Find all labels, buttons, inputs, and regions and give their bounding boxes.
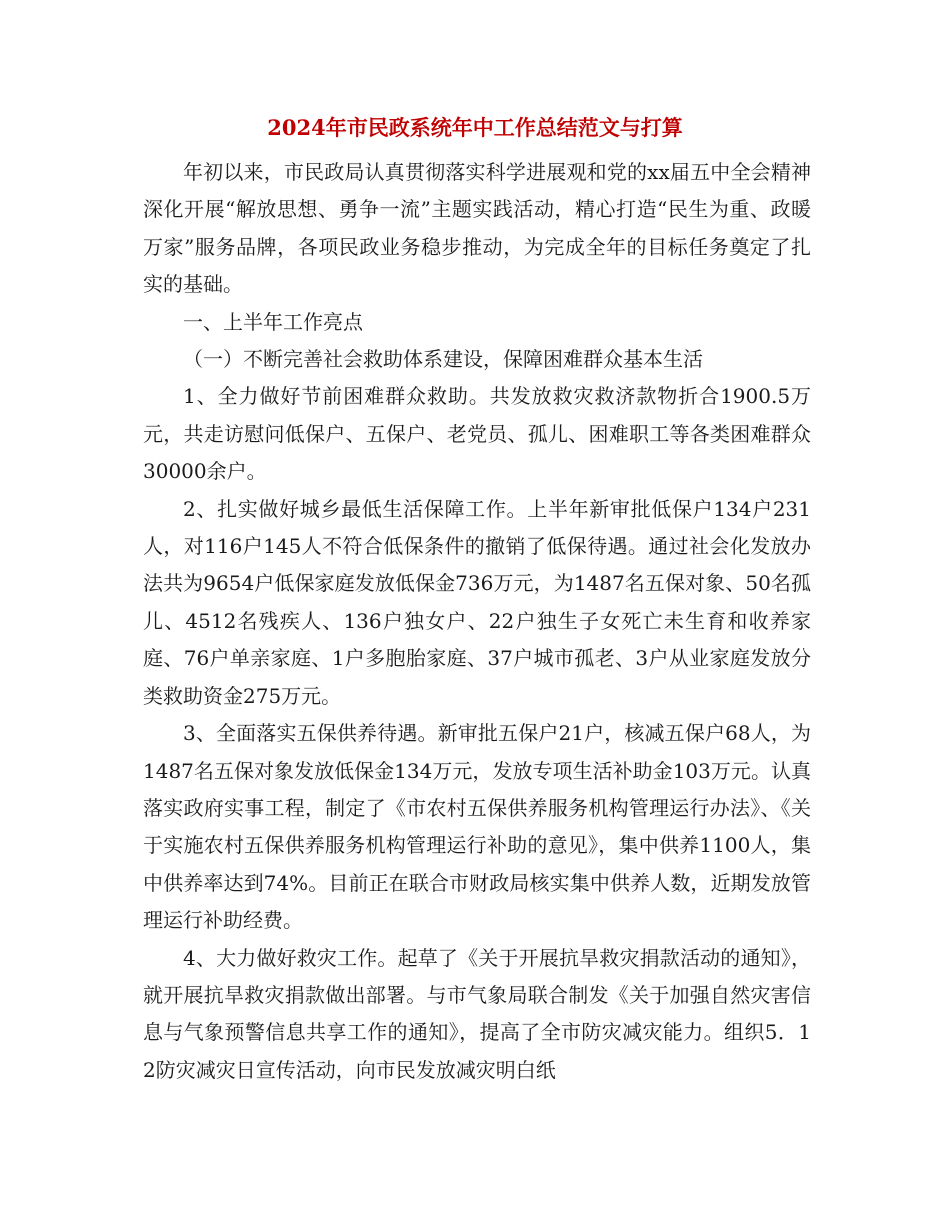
paragraph-item-2: 2、扎实做好城乡最低生活保障工作。上半年新审批低保户134户231人，对116户145人不符合低保条件的撤销了低保待遇。通过社会化发放办法共为9654户低保家庭发放低保金736万元，为1487名五保对象、50名孤儿、4512名残疾人、136户独女户、22户独生子女死亡未生育和收养家庭、76户单亲家庭、1户多胞胎家庭、37户城市孤老、3户从业家庭发放分类救助资金275万元。 (143, 496, 811, 708)
subsection-heading: （一）不断完善社会救助体系建设，保障困难群众基本生活 (183, 347, 703, 372)
paragraph-item-3: 3、全面落实五保供养待遇。新审批五保户21户，核减五保户68人，为1487名五保对象发放低保金134万元，发放专项生活补助金103万元。认真落实政府实事工程，制定了《市农村五保供养服务机构管理运行办法》、《关于实施农村五保供养服务机构管理运行补助的意见》，集中供养1100人，集中供养率达到74%。目前正在联合市财政局核实集中供养人数，近期发放管理运行补助经费。 (143, 721, 811, 933)
paragraph-item-4: 4、大力做好救灾工作。起草了《关于开展抗旱救灾捐款活动的通知》，就开展抗旱救灾捐款做出部署。与市气象局联合制发《关于加强自然灾害信息与气象预警信息共享工作的通知》，提高了全市防灾减灾能力。组织5．12防灾减灾日宣传活动，向市民发放减灾明白纸 (143, 945, 811, 1082)
paragraph-intro: 年初以来，市民政局认真贯彻落实科学进展观和党的xx届五中全会精神深化开展“解放思想、勇争一流”主题实践活动，精心打造“民生为重、政暖万家”服务品牌，各项民政业务稳步推动，为完成全年的目标任务奠定了扎实的基础。 (143, 160, 811, 297)
document-body (143, 154, 811, 1089)
paragraph-item-1: 1、全力做好节前困难群众救助。共发放救灾救济款物折合1900.5万元，共走访慰问低保户、五保户、老党员、孤儿、困难职工等各类困难群众30000余户。 (143, 384, 811, 484)
document-title: 2024年市民政系统年中工作总结范文与打算 (267, 115, 683, 140)
section-heading: 一、上半年工作亮点 (183, 309, 363, 334)
